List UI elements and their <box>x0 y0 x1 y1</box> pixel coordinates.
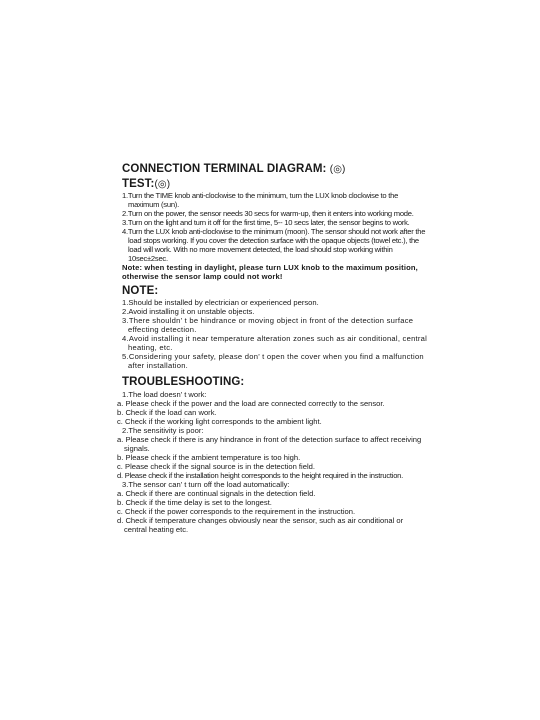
test-heading <box>122 178 428 190</box>
trouble-check: d. Please check if the installation height corresponds to the height required in the instruction. <box>117 471 404 480</box>
test-note: Note: when testing in daylight, please turn LUX knob to the maximum position, otherwise the sensor lamp could not work! <box>122 263 418 281</box>
test-step: 3.Turn on the light and turn it off for the first time, 5-- 10 secs later, the sensor begins to work. <box>122 218 410 227</box>
connection-title: CONNECTION TERMINAL DIAGRAM: <box>122 163 327 175</box>
note-item: 2.Avoid installing it on unstable objects. <box>122 307 255 316</box>
trouble-check: a. Check if there are continual signals in the detection field. <box>117 489 316 498</box>
note-item: 1.Should be installed by electrician or experienced person. <box>122 298 319 307</box>
connection-heading <box>122 163 428 175</box>
manual-content <box>117 163 428 534</box>
trouble-check: b. Check if the load can work. <box>117 408 217 417</box>
trouble-check: c. Check if the working light corresponds to the ambient light. <box>117 417 322 426</box>
trouble-check: b. Check if the time delay is set to the longest. <box>117 498 272 507</box>
trouble-check: a. Please check if there is any hindrance in front of the detection surface to affect receiving signals. <box>117 435 422 453</box>
trouble-check: c. Check if the power corresponds to the requirement in the instruction. <box>117 507 356 516</box>
test-step: 1.Turn the TIME knob anti-clockwise to the minimum, turn the LUX knob clockwise to the maximum (sun). <box>122 191 399 209</box>
trouble-check: a. Please check if the power and the load are connected correctly to the sensor. <box>117 399 385 408</box>
test-symbol-icon: (◎) <box>154 179 171 190</box>
trouble-problem-title: 2.The sensitivity is poor: <box>122 426 204 435</box>
terminal-symbol-icon: (◎) <box>329 164 346 175</box>
trouble-check: c. Please check if the signal source is in the detection field. <box>117 462 315 471</box>
trouble-check: b. Please check if the ambient temperature is too high. <box>117 453 301 462</box>
test-step: 2.Turn on the power, the sensor needs 30 secs for warm-up, then it enters into working mode. <box>122 209 414 218</box>
trouble-problem-title: 3.The sensor can’ t turn off the load automatically: <box>122 480 290 489</box>
trouble-problem-title: 1.The load doesn’ t work: <box>122 390 207 399</box>
test-title: TEST: <box>122 178 155 190</box>
note-item: 5.Considering your safety, please don’ t open the cover when you find a malfunction after installation. <box>122 352 424 370</box>
note-item: 4.Avoid installing it near temperature alteration zones such as air conditional, central heating, etc. <box>122 334 428 352</box>
note-heading: NOTE: <box>122 285 159 297</box>
note-item: 3.There shouldn’ t be hindrance or moving object in front of the detection surface effecting detection. <box>122 316 414 334</box>
troubleshooting-heading: TROUBLESHOOTING: <box>122 376 245 388</box>
test-step: 4.Turn the LUX knob anti-clockwise to the minimum (moon). The sensor should not work after the load stops working. If you cover the detection surface with the opaque objects (towel etc.), the load will work. With no more movement detected, the load should stop working within 10sec±2sec. <box>122 227 426 263</box>
trouble-check: d. Check if temperature changes obviously near the sensor, such as air conditional or central heating etc. <box>117 516 404 534</box>
